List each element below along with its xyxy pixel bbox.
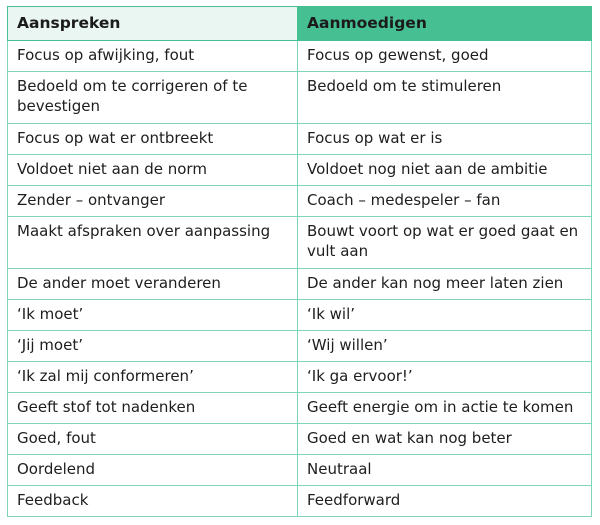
table-row <box>8 41 592 72</box>
cell-aanmoedigen: Feedforward <box>298 486 592 517</box>
table-row <box>8 155 592 186</box>
table-row <box>8 300 592 331</box>
cell-aanmoedigen: Coach – medespeler – fan <box>298 186 592 217</box>
cell-aanspreken: Maakt afspraken over aanpassing <box>8 217 298 269</box>
cell-aanspreken: Goed, fout <box>8 424 298 455</box>
cell-aanspreken: Voldoet niet aan de norm <box>8 155 298 186</box>
cell-aanmoedigen: Bedoeld om te stimuleren <box>298 72 592 124</box>
table-row <box>8 424 592 455</box>
table-row <box>8 486 592 517</box>
cell-aanmoedigen: ‘Wij willen’ <box>298 331 592 362</box>
cell-aanmoedigen: ‘Ik wil’ <box>298 300 592 331</box>
cell-aanspreken: Geeft stof tot nadenken <box>8 393 298 424</box>
header-aanmoedigen: Aanmoedigen <box>298 7 592 41</box>
table-row <box>8 331 592 362</box>
table-row <box>8 269 592 300</box>
cell-aanmoedigen: Focus op wat er is <box>298 124 592 155</box>
cell-aanspreken: Focus op afwijking, fout <box>8 41 298 72</box>
cell-aanspreken: Feedback <box>8 486 298 517</box>
table-row <box>8 362 592 393</box>
cell-aanspreken: ‘Ik moet’ <box>8 300 298 331</box>
comparison-table <box>7 6 592 517</box>
cell-aanmoedigen: De ander kan nog meer laten zien <box>298 269 592 300</box>
cell-aanmoedigen: Focus op gewenst, goed <box>298 41 592 72</box>
cell-aanmoedigen: Goed en wat kan nog beter <box>298 424 592 455</box>
cell-aanspreken: Focus op wat er ontbreekt <box>8 124 298 155</box>
cell-aanspreken: Zender – ontvanger <box>8 186 298 217</box>
table-row <box>8 455 592 486</box>
table-row <box>8 186 592 217</box>
cell-aanmoedigen: Geeft energie om in actie te komen <box>298 393 592 424</box>
table-row <box>8 124 592 155</box>
cell-aanspreken: Bedoeld om te corrigeren of te bevestigen <box>8 72 298 124</box>
table-header-row <box>8 7 592 41</box>
table-row <box>8 393 592 424</box>
header-aanspreken: Aanspreken <box>8 7 298 41</box>
comparison-table-container <box>7 6 591 517</box>
cell-aanmoedigen: Bouwt voort op wat er goed gaat en vult aan <box>298 217 592 269</box>
cell-aanmoedigen: Voldoet nog niet aan de ambitie <box>298 155 592 186</box>
cell-aanmoedigen: ‘Ik ga ervoor!’ <box>298 362 592 393</box>
cell-aanmoedigen: Neutraal <box>298 455 592 486</box>
cell-aanspreken: De ander moet veranderen <box>8 269 298 300</box>
cell-aanspreken: ‘Jij moet’ <box>8 331 298 362</box>
cell-aanspreken: Oordelend <box>8 455 298 486</box>
table-row <box>8 72 592 124</box>
cell-aanspreken: ‘Ik zal mij conformeren’ <box>8 362 298 393</box>
table-row <box>8 217 592 269</box>
